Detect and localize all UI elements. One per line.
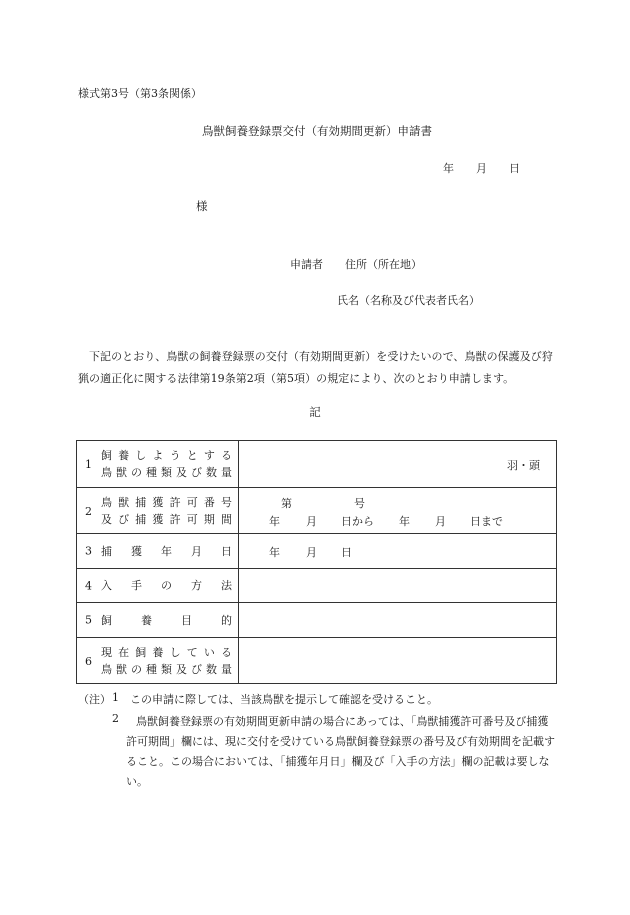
capture-date-field[interactable] bbox=[239, 534, 557, 569]
period-year-1: 年 bbox=[269, 515, 280, 528]
row-label-text: 現 在 飼 養 し て い る bbox=[101, 645, 232, 659]
application-table bbox=[76, 440, 557, 684]
row-label bbox=[77, 603, 239, 638]
row-label bbox=[77, 638, 239, 684]
acquisition-method-field[interactable] bbox=[239, 569, 557, 603]
row-number: 4 bbox=[85, 579, 92, 592]
date-line bbox=[443, 160, 520, 176]
row-label-text: 捕 獲 年 月 日 bbox=[101, 544, 232, 558]
note-text: 鳥獣飼養登録票の有効期間更新申請の場合にあっては、「鳥獣捕獲許可番号及び捕獲許可期間」欄には、現に交付を受けている鳥獣飼養登録票の番号及び有効期間を記載すること。この場合においては、「捕獲年月日」欄及び「入手の方法」欄の記載は要しない。 bbox=[126, 715, 555, 788]
table-row bbox=[77, 638, 557, 684]
period-until: 日まで bbox=[470, 515, 503, 528]
table-row bbox=[77, 534, 557, 569]
capture-day: 日 bbox=[341, 546, 352, 559]
document-title: 鳥獣飼養登録票交付（有効期間更新）申請書 bbox=[202, 124, 432, 138]
row-label bbox=[77, 488, 239, 534]
body-text: 下記のとおり、鳥獣の飼養登録票の交付（有効期間更新）を受けたいので、鳥獣の保護及び狩猟の適正化に関する法律第19条第2項（第5項）の規定により、次のとおり申請します。 bbox=[78, 350, 553, 385]
row-label-text: 鳥 獣 の 種 類 及 び 数 量 bbox=[101, 662, 232, 676]
row-number: 1 bbox=[85, 458, 92, 471]
date-month: 月 bbox=[476, 162, 487, 175]
notes-heading: （注） bbox=[78, 693, 111, 706]
unit-label: 羽・頭 bbox=[507, 459, 540, 472]
addressee: 様 bbox=[196, 199, 208, 213]
period-from: 日から bbox=[341, 515, 374, 528]
applicant-label: 申請者 bbox=[290, 258, 323, 271]
period-year-2: 年 bbox=[399, 515, 410, 528]
note-number: 2 bbox=[112, 712, 119, 725]
form-number: 様式第3号（第3条関係） bbox=[78, 87, 202, 100]
table-row bbox=[77, 488, 557, 534]
permit-dai: 第 bbox=[281, 497, 292, 510]
capture-year: 年 bbox=[269, 546, 280, 559]
table-row bbox=[77, 441, 557, 488]
row-label bbox=[77, 441, 239, 488]
ki-heading: 記 bbox=[309, 405, 321, 419]
period-month-1: 月 bbox=[306, 515, 317, 528]
note-number: 1 bbox=[112, 691, 119, 704]
row-number: 6 bbox=[85, 654, 92, 668]
row-label-text: 及 び 捕 獲 許 可 期 間 bbox=[101, 512, 232, 526]
permit-go: 号 bbox=[354, 497, 365, 510]
applicant-address-label: 住所（所在地） bbox=[345, 258, 422, 271]
row-number: 3 bbox=[85, 544, 92, 558]
row-label-text: 飼 養 目 的 bbox=[101, 613, 232, 627]
species-quantity-field[interactable] bbox=[239, 441, 557, 488]
keeping-purpose-field[interactable] bbox=[239, 603, 557, 638]
row-label-text: 鳥 獣 捕 獲 許 可 番 号 bbox=[101, 495, 232, 509]
permit-number-period-field[interactable] bbox=[239, 488, 557, 534]
table-row bbox=[77, 569, 557, 603]
date-year: 年 bbox=[443, 162, 454, 175]
row-label-text: 入 手 の 方 法 bbox=[101, 579, 232, 592]
row-label-text: 飼 養 し よ う と す る bbox=[101, 449, 232, 462]
row-label bbox=[77, 534, 239, 569]
note-text: この申請に際しては、当該鳥獣を提示して確認を受けること。 bbox=[130, 693, 438, 706]
row-label-text: 鳥 獣 の 種 類 及 び 数 量 bbox=[101, 466, 232, 479]
row-number: 5 bbox=[85, 613, 92, 627]
table-row bbox=[77, 603, 557, 638]
row-label bbox=[77, 569, 239, 603]
current-species-quantity-field[interactable] bbox=[239, 638, 557, 684]
capture-month: 月 bbox=[306, 546, 317, 559]
applicant-name-label: 氏名（名称及び代表者氏名） bbox=[337, 294, 480, 307]
date-day: 日 bbox=[509, 162, 520, 175]
period-month-2: 月 bbox=[435, 515, 446, 528]
row-number: 2 bbox=[85, 504, 92, 518]
